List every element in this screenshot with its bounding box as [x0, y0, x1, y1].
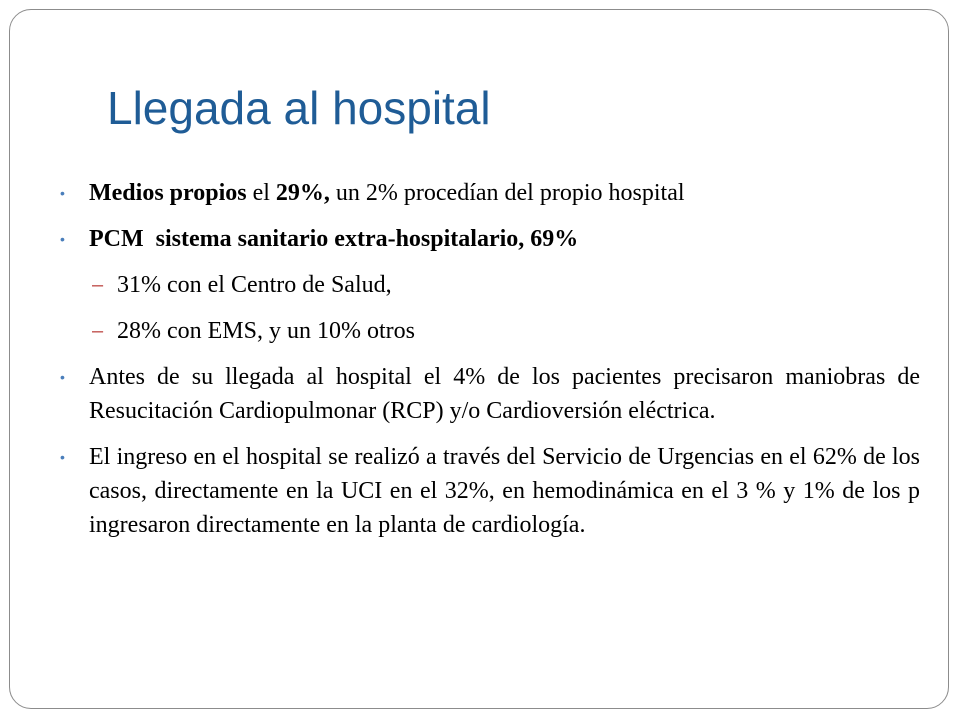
- text-propio-hospital: un 2% procedían del propio hospital: [329, 180, 685, 206]
- sub-item-ems: [60, 314, 920, 348]
- sub-item-centro-salud: [60, 268, 920, 302]
- bullet-dot-icon: •: [60, 449, 65, 465]
- bullet-item-rcp-text: Antes de su llegada al hospital el 4% de los pacientes precisaron maniobras de Resucitación Cardiopulmonar (RCP) y/o Cardioversión eléctrica.: [89, 364, 920, 424]
- bold-percentage: 29%,: [275, 180, 330, 206]
- bold-pcm: PCM sistema sanitario extra-hospitalario, 69%: [89, 226, 579, 252]
- sub-item-ems-text: 28% con EMS, y un 10% otros: [117, 318, 415, 344]
- bullet-dot-icon: •: [60, 369, 65, 385]
- bullet-dot-icon: •: [60, 185, 65, 201]
- bold-medios-propios: Medios propios: [89, 180, 247, 206]
- dash-icon: –: [92, 274, 104, 296]
- sub-item-centro-salud-text: 31% con el Centro de Salud,: [117, 272, 392, 298]
- bullet-item-rcp: [60, 360, 920, 428]
- bullet-item-medios-propios: [60, 176, 920, 210]
- bullet-dot-icon: •: [60, 231, 65, 247]
- text-el: el: [246, 180, 276, 206]
- bullet-item-ingreso-text: El ingreso en el hospital se realizó a través del Servicio de Urgencias en el 62% de los casos, directamente en la UCI en el 32%, en hemodinámica en el 3 % y 1% de los p ingresaron directamente en la planta de cardiología.: [89, 444, 920, 538]
- bullet-item-ingreso: [60, 440, 920, 542]
- bullet-item-pcm: [60, 222, 920, 256]
- slide-title: Llegada al hospital: [107, 82, 491, 134]
- slide-body: [60, 176, 920, 554]
- dash-icon: –: [92, 320, 104, 342]
